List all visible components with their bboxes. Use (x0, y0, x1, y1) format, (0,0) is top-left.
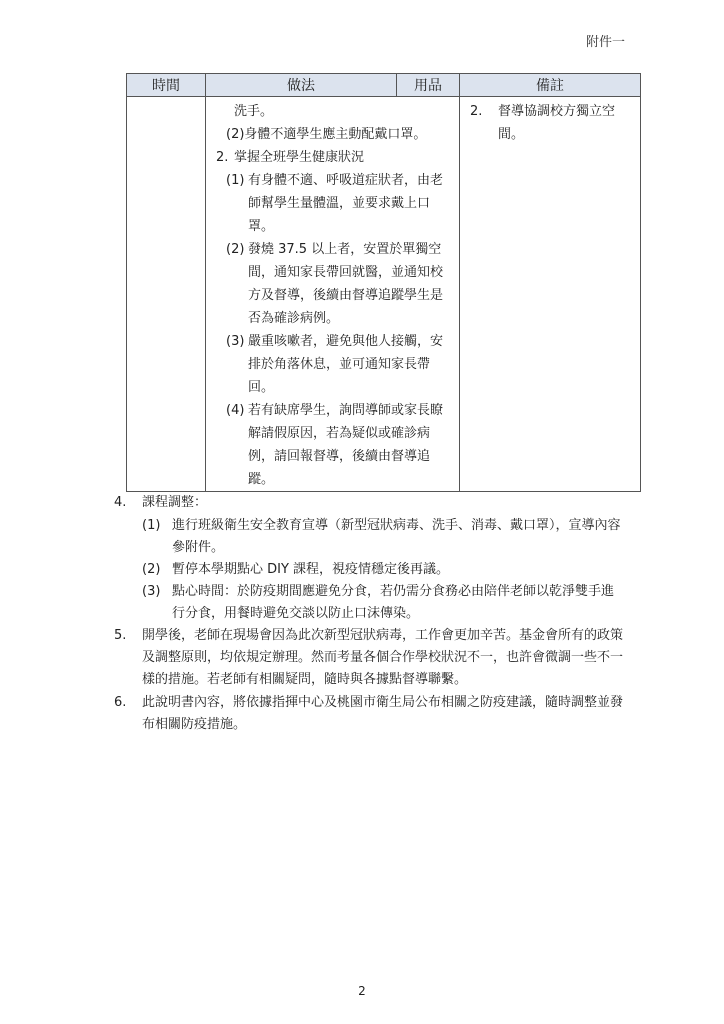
numbered-list (114, 492, 624, 737)
method-cell (206, 97, 460, 492)
method-line-sick: (2)身體不適學生應主動配戴口罩。 (226, 127, 427, 142)
header-method: 做法 (287, 78, 315, 94)
sub-item: (1) 進行班級衛生安全教育宣導（新型冠狀病毒、洗手、消毒、戴口罩），宣導內容參附件。 (142, 518, 621, 555)
attachment-label: 附件一 (586, 35, 626, 50)
table-header-row (127, 74, 641, 97)
header-supplies: 用品 (396, 74, 459, 96)
page-number: 2 (358, 984, 366, 998)
list-item-6 (114, 692, 624, 736)
method-item-3: (3) 嚴重咳嗽者，避免與他人接觸，安排於角落休息，並可通知家長帶回。 (226, 334, 444, 395)
list-number: 6. (114, 695, 127, 710)
header-method-supplies (206, 74, 460, 97)
table-row (127, 97, 641, 492)
notes-cell (460, 97, 641, 492)
list-number: 5. (114, 628, 127, 643)
list-number: 4. (114, 495, 127, 510)
sub-item: (3) 點心時間：於防疫期間應避免分食，若仍需分食務必由陪伴老師以乾淨雙手進行分食，用餐時避免交談以防止口沫傳染。 (142, 584, 615, 621)
time-cell (127, 97, 206, 492)
note-text: 督導協調校方獨立空間。 (498, 104, 616, 142)
method-line-handwash: 洗手。 (234, 104, 274, 119)
sub-item: (2) 暫停本學期點心 DIY 課程，視疫情穩定後再議。 (142, 562, 450, 577)
list-text: 開學後，老師在現場會因為此次新型冠狀病毒，工作會更加辛苦。基金會所有的政策及調整原則，均依規定辦理。然而考量各個合作學校狀況不一，也許會微調一些不一樣的措施。若老師有相關疑問，隨時與各據點督導聯繫。 (142, 628, 624, 687)
method-item-2: (2) 發燒 37.5 以上者，安置於單獨空間，通知家長帶回就醫，並通知校方及督導，後續由督導追蹤學生是否為確診病例。 (226, 242, 444, 326)
list-text: 此說明書內容，將依據指揮中心及桃園市衛生局公布相關之防疫建議，隨時調整並發布相關防疫措施。 (142, 695, 624, 732)
method-item-4: (4) 若有缺席學生，詢問導師或家長瞭解請假原因，若為疑似或確診病例，請回報督導，後續由督導追蹤。 (226, 403, 444, 487)
list-item-4 (114, 492, 624, 625)
header-notes: 備註 (460, 74, 641, 97)
plan-table (126, 73, 641, 492)
list-text: 課程調整： (142, 495, 208, 510)
header-time: 時間 (127, 74, 206, 97)
list-item-5 (114, 625, 624, 691)
note-number: 2. (470, 104, 483, 119)
method-section-2: 2. 掌握全班學生健康狀況 (216, 150, 365, 165)
method-item-1: (1) 有身體不適、呼吸道症狀者，由老師幫學生量體溫，並要求戴上口罩。 (226, 173, 444, 234)
